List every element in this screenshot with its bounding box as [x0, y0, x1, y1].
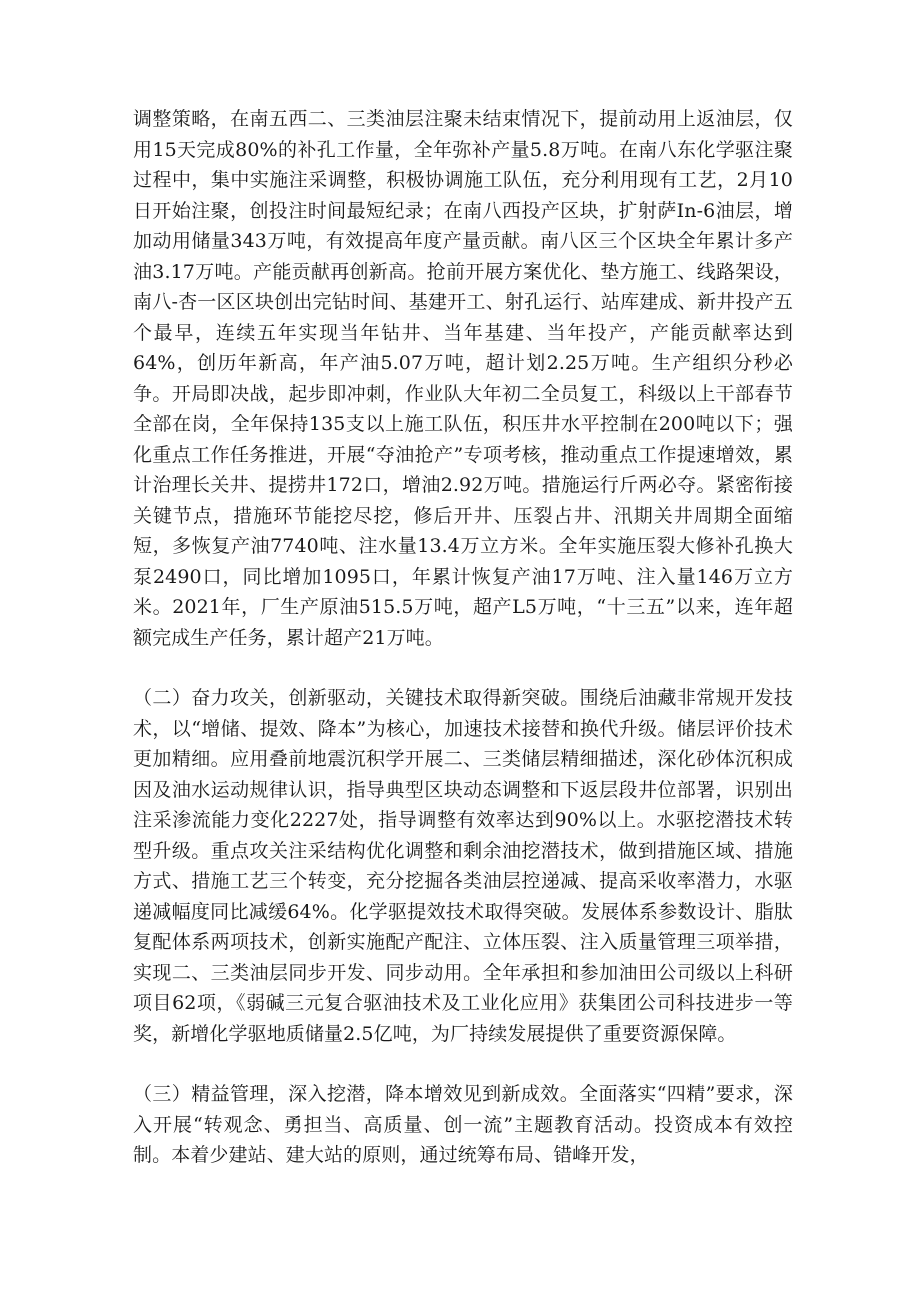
paragraph-management: （三）精益管理，深入挖潜，降本增效见到新成效。全面落实“四精”要求，深入开展“转观念、勇担当、高质量、创一流”主题教育活动。投资成本有效控制。本着少建站、建大站的原则，通过统筹布局、错峰开发， [133, 1083, 793, 1166]
paragraph-technology: （二）奋力攻关，创新驱动，关键技术取得新突破。围绕后油藏非常规开发技术，以“增储、提效、降本”为核心，加速技术接替和换代升级。储层评价技术更加精细。应用叠前地震沉积学开展二、三类储层精细描述，深化砂体沉积成因及油水运动规律认识，指导典型区块动态调整和下返层段井位部署，识别出注采渗流能力变化2227处，指导调整有效率达到90%以上。水驱挖潜技术转型升级。重点攻关注采结构优化调整和剩余油挖潜技术，做到措施区域、措施方式、措施工艺三个转变，充分挖掘各类油层控递减、提高采收率潜力，水驱递减幅度同比减缓64%。化学驱提效技术取得突破。发展体系参数设计、脂肽复配体系两项技术，创新实施配产配注、立体压裂、注入质量管理三项举措，实现二、三类油层同步开发、同步动用。全年承担和参加油田公司级以上科研项目62项，《弱碱三元复合驱油技术及工业化应用》获集团公司科技进步一等奖，新增化学驱地质储量2.5亿吨，为厂持续发展提供了重要资源保障。 [133, 687, 793, 1045]
paragraph-production: 调整策略，在南五西二、三类油层注聚未结束情况下，提前动用上返油层，仅用15天完成80%的补孔工作量，全年弥补产量5.8万吨。在南八东化学驱注聚过程中，集中实施注采调整，积极协调施工队伍，充分利用现有工艺，2月10日开始注聚，创投注时间最短纪录；在南八西投产区块，扩射萨In-6油层，增加动用储量343万吨，有效提高年度产量贡献。南八区三个区块全年累计多产油3.17万吨。产能贡献再创新高。抢前开展方案优化、垫方施工、线路架设，南八-杏一区区块创出完钻时间、基建开工、射孔运行、站库建成、新井投产五个最早，连续五年实现当年钻井、当年基建、当年投产，产能贡献率达到64%，创历年新高，年产油5.07万吨，超计划2.25万吨。生产组织分秒必争。开局即决战，起步即冲刺，作业队大年初二全员复工，科级以上干部春节全部在岗，全年保持135支以上施工队伍，积压井水平控制在200吨以下；强化重点工作任务推进，开展“夺油抢产”专项考核，推动重点工作提速增效，累计治理长关井、提捞井172口，增油2.92万吨。措施运行斤两必夺。紧密衔接关键节点，措施环节能挖尽挖，修后开井、压裂占井、汛期关井周期全面缩短，多恢复产油7740吨、注水量13.4万立方米。全年实施压裂大修补孔换大泵2490口，同比增加1095口，年累计恢复产油17万吨、注入量146万立方米。2021年，厂生产原油515.5万吨，超产L5万吨，“十三五”以来，连年超额完成生产任务，累计超产21万吨。 [133, 108, 793, 649]
document-body [133, 104, 793, 1171]
